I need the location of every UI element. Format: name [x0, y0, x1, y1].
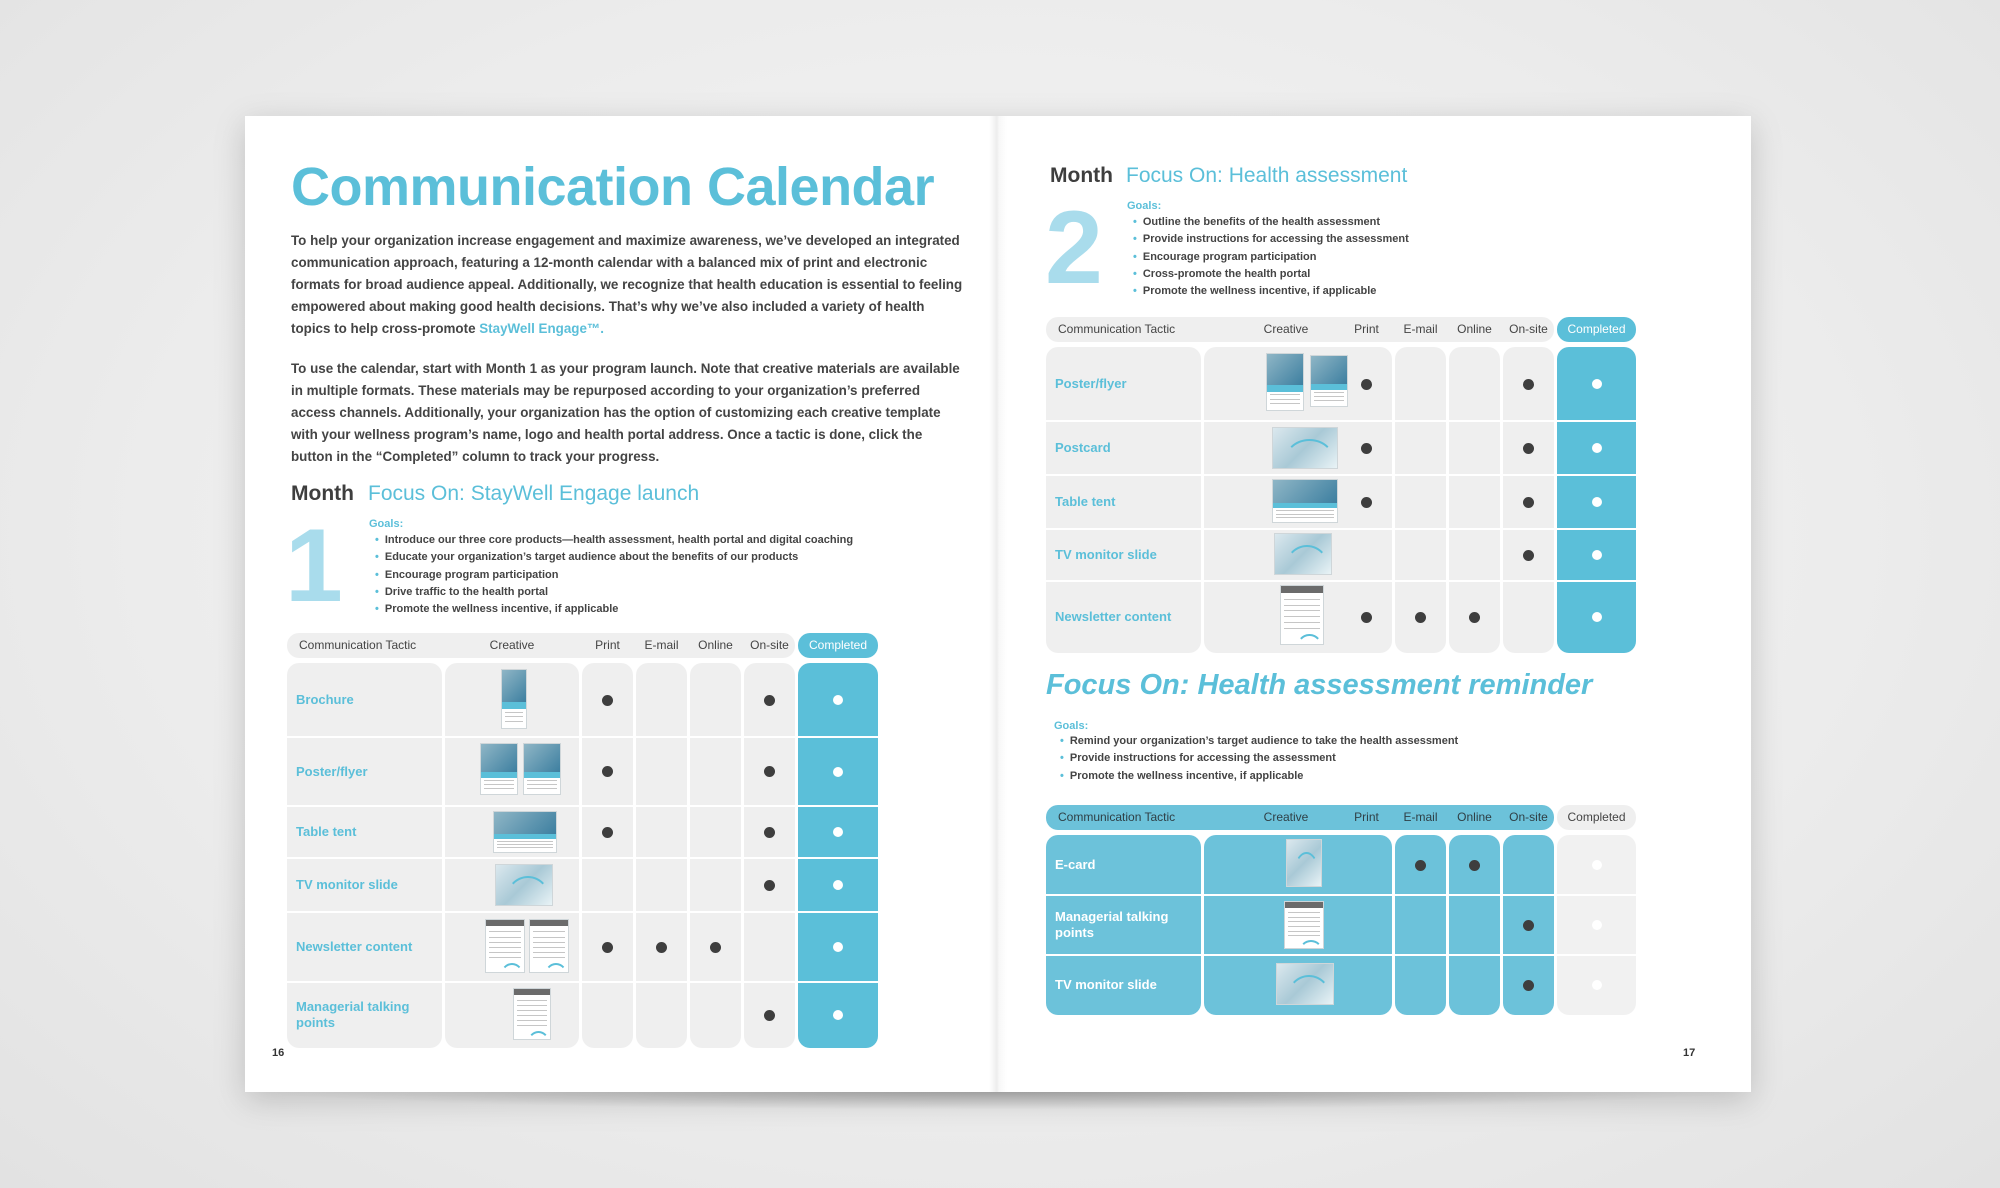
channel-dot	[1415, 860, 1426, 871]
row-divider	[287, 736, 878, 738]
reminder-tactics-table	[1046, 805, 1726, 1030]
row-divider	[287, 857, 878, 859]
col-onsite	[744, 663, 795, 1048]
intro-paragraph-1-text: To help your organization increase engagement and maximize awareness, we’ve developed an integrated communication approach, featuring a 12-month calendar with a balanced mix of print and electronic formats for broad audience appeal. Additionally, we recognize that health education is essential to feeling empowered about making good health decisions. That’s why we’ve also included a variety of health topics to help cross-promote	[291, 233, 963, 336]
month-label: Month	[1050, 164, 1113, 187]
thumbnail-header	[1281, 586, 1323, 593]
goal-item: • Cross-promote the health portal	[1133, 266, 1409, 283]
month2-tactics-table	[1046, 317, 1726, 647]
thumbnail-band	[1311, 384, 1347, 390]
row-divider	[1046, 528, 1636, 530]
tactic-label: TV monitor slide	[296, 877, 398, 892]
channel-dot	[1361, 497, 1372, 508]
channel-dot	[764, 766, 775, 777]
table-header	[287, 633, 795, 658]
channel-dot	[1523, 497, 1534, 508]
table-header	[1046, 317, 1554, 342]
header-creative: Creative	[1263, 322, 1309, 336]
month-number: 1	[285, 508, 343, 624]
header-email: E-mail	[644, 638, 679, 652]
thumbnail-text-line	[533, 952, 565, 953]
channel-dot	[1523, 550, 1534, 561]
goals-label: Goals:	[369, 518, 404, 530]
creative-thumbnail	[1286, 839, 1322, 887]
thumbnail-text-line	[489, 942, 521, 943]
creative-thumbnail	[485, 919, 525, 973]
channel-dot	[656, 942, 667, 953]
header-creative: Creative	[489, 638, 535, 652]
header-onsite: On-site	[750, 638, 789, 652]
header-creative: Creative	[1263, 810, 1309, 824]
creative-thumbnail	[1272, 479, 1338, 523]
creative-thumbnail	[529, 919, 569, 973]
thumbnail-text-line	[484, 788, 514, 789]
creative-thumbnail	[493, 811, 557, 853]
col-online	[1449, 347, 1500, 653]
intro-paragraph-1	[291, 230, 966, 340]
page-title: Communication Calendar	[291, 157, 935, 217]
thumbnail-header	[530, 920, 568, 926]
goals-label: Goals:	[1054, 720, 1089, 732]
completed-toggle[interactable]	[1592, 860, 1602, 870]
tactic-label: Poster/flyer	[296, 763, 368, 779]
thumbnail-text-line	[1314, 400, 1344, 401]
thumbnail-text-line	[517, 1005, 547, 1006]
channel-dot	[764, 880, 775, 891]
page-number: 17	[1683, 1047, 1696, 1059]
col-print	[582, 663, 633, 1048]
row-divider	[287, 805, 878, 807]
thumbnail-band	[524, 772, 560, 778]
thumbnail-band	[1273, 503, 1337, 508]
thumbnail-text-line	[1270, 399, 1300, 400]
channel-dot	[1523, 379, 1534, 390]
creative-thumbnail	[1272, 427, 1338, 469]
thumbnail-text-line	[527, 780, 557, 781]
month1-tactics-table	[287, 633, 951, 1030]
channel-dot	[1469, 860, 1480, 871]
thumbnail-text-line	[533, 942, 565, 943]
month-number: 2	[1045, 190, 1103, 306]
channel-dot	[1523, 443, 1534, 454]
channel-dot	[764, 827, 775, 838]
tactic-label: Table tent	[296, 824, 357, 839]
goal-item: • Outline the benefits of the health assessment	[1133, 214, 1409, 231]
row-divider	[1046, 474, 1636, 476]
channel-dot	[1415, 612, 1426, 623]
thumbnail-text-line	[533, 957, 565, 958]
thumbnail-text-line	[497, 844, 553, 845]
thumbnail-text-line	[1284, 616, 1320, 617]
goal-item: • Introduce our three core products—health assessment, health portal and digital coaching	[375, 532, 853, 549]
header-print: Print	[595, 638, 620, 652]
completed-toggle[interactable]	[1592, 443, 1602, 453]
channel-dot	[1361, 612, 1372, 623]
col-online	[690, 663, 741, 1048]
thumbnail-text-line	[517, 1000, 547, 1001]
month-focus-title: Focus On: StayWell Engage launch	[368, 482, 700, 505]
creative-thumbnail	[1310, 355, 1348, 407]
completed-toggle[interactable]	[833, 695, 843, 705]
thumbnail-text-line	[517, 1020, 547, 1021]
thumbnail-swoosh	[527, 1031, 550, 1040]
thumbnail-header	[1285, 902, 1323, 908]
thumbnail-text-line	[1270, 394, 1300, 395]
creative-thumbnail	[513, 988, 551, 1040]
table-header	[1046, 805, 1554, 830]
completed-toggle[interactable]	[833, 942, 843, 952]
thumbnail-band	[494, 834, 556, 839]
header-tactic: Communication Tactic	[1058, 810, 1176, 824]
thumbnail-text-line	[1288, 935, 1320, 936]
thumbnail-text-line	[505, 716, 523, 717]
tactic-label: Newsletter content	[1055, 609, 1172, 624]
thumbnail-text-line	[1284, 628, 1320, 629]
header-onsite: On-site	[1509, 322, 1548, 336]
thumbnail-text-line	[484, 780, 514, 781]
thumbnail-text-line	[1288, 926, 1320, 927]
thumbnail-header	[486, 920, 524, 926]
channel-dot	[764, 1010, 775, 1021]
completed-toggle[interactable]	[1592, 379, 1602, 389]
completed-toggle[interactable]	[833, 827, 843, 837]
header-email: E-mail	[1403, 810, 1438, 824]
channel-dot	[1469, 612, 1480, 623]
thumbnail-band	[481, 772, 517, 778]
thumbnail-photo	[502, 670, 526, 702]
goal-item: • Provide instructions for accessing the assessment	[1133, 231, 1409, 248]
tactic-label: E-card	[1055, 857, 1096, 872]
thumbnail-text-line	[1288, 912, 1320, 913]
row-divider	[1046, 894, 1636, 896]
thumbnail-text-line	[1284, 622, 1320, 623]
page-17	[1001, 116, 1751, 1092]
thumbnail-photo	[481, 744, 517, 772]
tactic-label: Table tent	[1055, 494, 1116, 509]
header-tactic: Communication Tactic	[299, 638, 417, 652]
thumbnail-text-line	[497, 841, 553, 842]
completed-toggle[interactable]	[1592, 550, 1602, 560]
goal-item: • Encourage program participation	[1133, 249, 1409, 266]
creative-thumbnail	[1280, 585, 1324, 645]
header-tactic: Communication Tactic	[1058, 322, 1176, 336]
thumbnail-text-line	[484, 784, 514, 785]
thumbnail-photo	[1273, 480, 1337, 503]
thumbnail-text-line	[1276, 517, 1334, 518]
thumbnail-text-line	[533, 947, 565, 948]
creative-thumbnail	[1266, 353, 1304, 411]
goals-list	[1133, 214, 1409, 300]
goals-list	[375, 532, 853, 618]
col-email	[1395, 347, 1446, 653]
thumbnail-text-line	[1276, 514, 1334, 515]
thumbnail-text-line	[1314, 396, 1344, 397]
thumbnail-text-line	[505, 721, 523, 722]
tactic-label: Poster/flyer	[1055, 376, 1127, 391]
thumbnail-text-line	[517, 1015, 547, 1016]
thumbnail-text-line	[1314, 392, 1344, 393]
month-focus-title: Focus On: Health assessment	[1126, 164, 1408, 187]
header-online: Online	[698, 638, 733, 652]
creative-thumbnail	[495, 864, 553, 906]
thumbnail-text-line	[1284, 610, 1320, 611]
goal-item: • Remind your organization’s target audience to take the health assessment	[1060, 733, 1458, 750]
thumbnail-text-line	[489, 937, 521, 938]
channel-dot	[764, 695, 775, 706]
header-print: Print	[1354, 810, 1379, 824]
col-completed	[798, 663, 878, 1048]
completed-toggle[interactable]	[1592, 980, 1602, 990]
brand-name: StayWell Engage™.	[479, 321, 604, 336]
thumbnail-text-line	[1288, 921, 1320, 922]
thumbnail-text-line	[517, 1010, 547, 1011]
thumbnail-header	[514, 989, 550, 995]
thumbnail-text-line	[505, 712, 523, 713]
header-email: E-mail	[1403, 322, 1438, 336]
channel-dot	[602, 695, 613, 706]
tactic-label: TV monitor slide	[1055, 547, 1157, 562]
thumbnail-text-line	[489, 957, 521, 958]
thumbnail-photo	[524, 744, 560, 772]
thumbnail-swoosh	[500, 963, 524, 973]
tactic-label: Postcard	[1055, 440, 1111, 455]
thumbnail-swoosh	[1299, 940, 1323, 949]
tactic-label: Managerial talking points	[296, 999, 410, 1030]
completed-toggle[interactable]	[833, 1010, 843, 1020]
thumbnail-text-line	[1276, 510, 1334, 511]
thumbnail-text-line	[1284, 605, 1320, 606]
goals-label: Goals:	[1127, 200, 1162, 212]
tactic-label: Newsletter content	[296, 939, 413, 954]
header-completed: Completed	[1557, 805, 1636, 830]
row-divider	[1046, 580, 1636, 582]
thumbnail-text-line	[497, 847, 553, 848]
header-online: Online	[1457, 322, 1492, 336]
completed-toggle[interactable]	[833, 767, 843, 777]
goal-item: • Promote the wellness incentive, if applicable	[1133, 283, 1409, 300]
thumbnail-text-line	[489, 931, 521, 932]
thumbnail-text-line	[527, 784, 557, 785]
channel-dot	[1523, 920, 1534, 931]
intro-paragraph-2: To use the calendar, start with Month 1 as your program launch. Note that creative materials are available in multiple formats. These materials may be repurposed according to your organization’s preferred access channels. Additionally, your organization has the option of customizing each creative template with your wellness program’s name, logo and health portal address. Once a tactic is done, click the button in the “Completed” column to track your progress.	[291, 361, 960, 464]
creative-thumbnail	[480, 743, 518, 795]
goal-item: • Educate your organization’s target audience about the benefits of our products	[375, 549, 853, 566]
row-divider	[1046, 954, 1636, 956]
header-completed: Completed	[798, 633, 878, 658]
reminder-goals-list	[1060, 733, 1458, 785]
completed-toggle[interactable]	[1592, 612, 1602, 622]
thumbnail-text-line	[1288, 917, 1320, 918]
creative-thumbnail	[523, 743, 561, 795]
thumbnail-photo	[494, 812, 556, 834]
row-divider	[287, 911, 878, 913]
header-print: Print	[1354, 322, 1379, 336]
goal-item: • Provide instructions for accessing the assessment	[1060, 750, 1458, 767]
channel-dot	[1523, 980, 1534, 991]
tactic-label: Managerial talking points	[1055, 909, 1169, 940]
header-completed: Completed	[1557, 317, 1636, 342]
header-onsite: On-site	[1509, 810, 1548, 824]
thumbnail-text-line	[489, 947, 521, 948]
col-print	[1341, 835, 1392, 1015]
goal-item: • Drive traffic to the health portal	[375, 584, 853, 601]
channel-dot	[1361, 443, 1372, 454]
thumbnail-band	[502, 702, 526, 709]
thumbnail-text-line	[533, 937, 565, 938]
thumbnail-text-line	[489, 952, 521, 953]
page-number: 16	[272, 1047, 285, 1059]
completed-toggle[interactable]	[833, 880, 843, 890]
col-email	[636, 663, 687, 1048]
thumbnail-photo	[1267, 354, 1303, 385]
header-online: Online	[1457, 810, 1492, 824]
channel-dot	[602, 766, 613, 777]
channel-dot	[710, 942, 721, 953]
thumbnail-photo	[1311, 356, 1347, 384]
completed-toggle[interactable]	[1592, 920, 1602, 930]
col-tactic	[287, 663, 442, 1048]
tactic-label: TV monitor slide	[1055, 977, 1157, 992]
brochure-spread	[245, 116, 1751, 1092]
month-label: Month	[291, 482, 354, 505]
creative-thumbnail	[501, 669, 527, 729]
channel-dot	[1361, 379, 1372, 390]
goal-item: • Encourage program participation	[375, 567, 853, 584]
tactic-label: Brochure	[296, 692, 354, 707]
page-16	[245, 116, 997, 1092]
creative-thumbnail	[1274, 533, 1332, 575]
thumbnail-text-line	[517, 1025, 547, 1026]
goal-item: • Promote the wellness incentive, if applicable	[1060, 768, 1458, 785]
row-divider	[287, 981, 878, 983]
creative-thumbnail	[1284, 901, 1324, 949]
thumbnail-text-line	[527, 788, 557, 789]
channel-dot	[602, 827, 613, 838]
row-divider	[1046, 420, 1636, 422]
thumbnail-text-line	[1288, 931, 1320, 932]
thumbnail-text-line	[533, 931, 565, 932]
creative-thumbnail	[1276, 963, 1334, 1005]
completed-toggle[interactable]	[1592, 497, 1602, 507]
thumbnail-swoosh	[544, 963, 568, 973]
thumbnail-band	[1267, 385, 1303, 392]
goal-item: • Promote the wellness incentive, if applicable	[375, 601, 853, 618]
reminder-focus-title: Focus On: Health assessment reminder	[1046, 669, 1593, 701]
thumbnail-text-line	[1270, 403, 1300, 404]
channel-dot	[602, 942, 613, 953]
thumbnail-text-line	[1284, 599, 1320, 600]
thumbnail-swoosh	[1296, 634, 1322, 645]
